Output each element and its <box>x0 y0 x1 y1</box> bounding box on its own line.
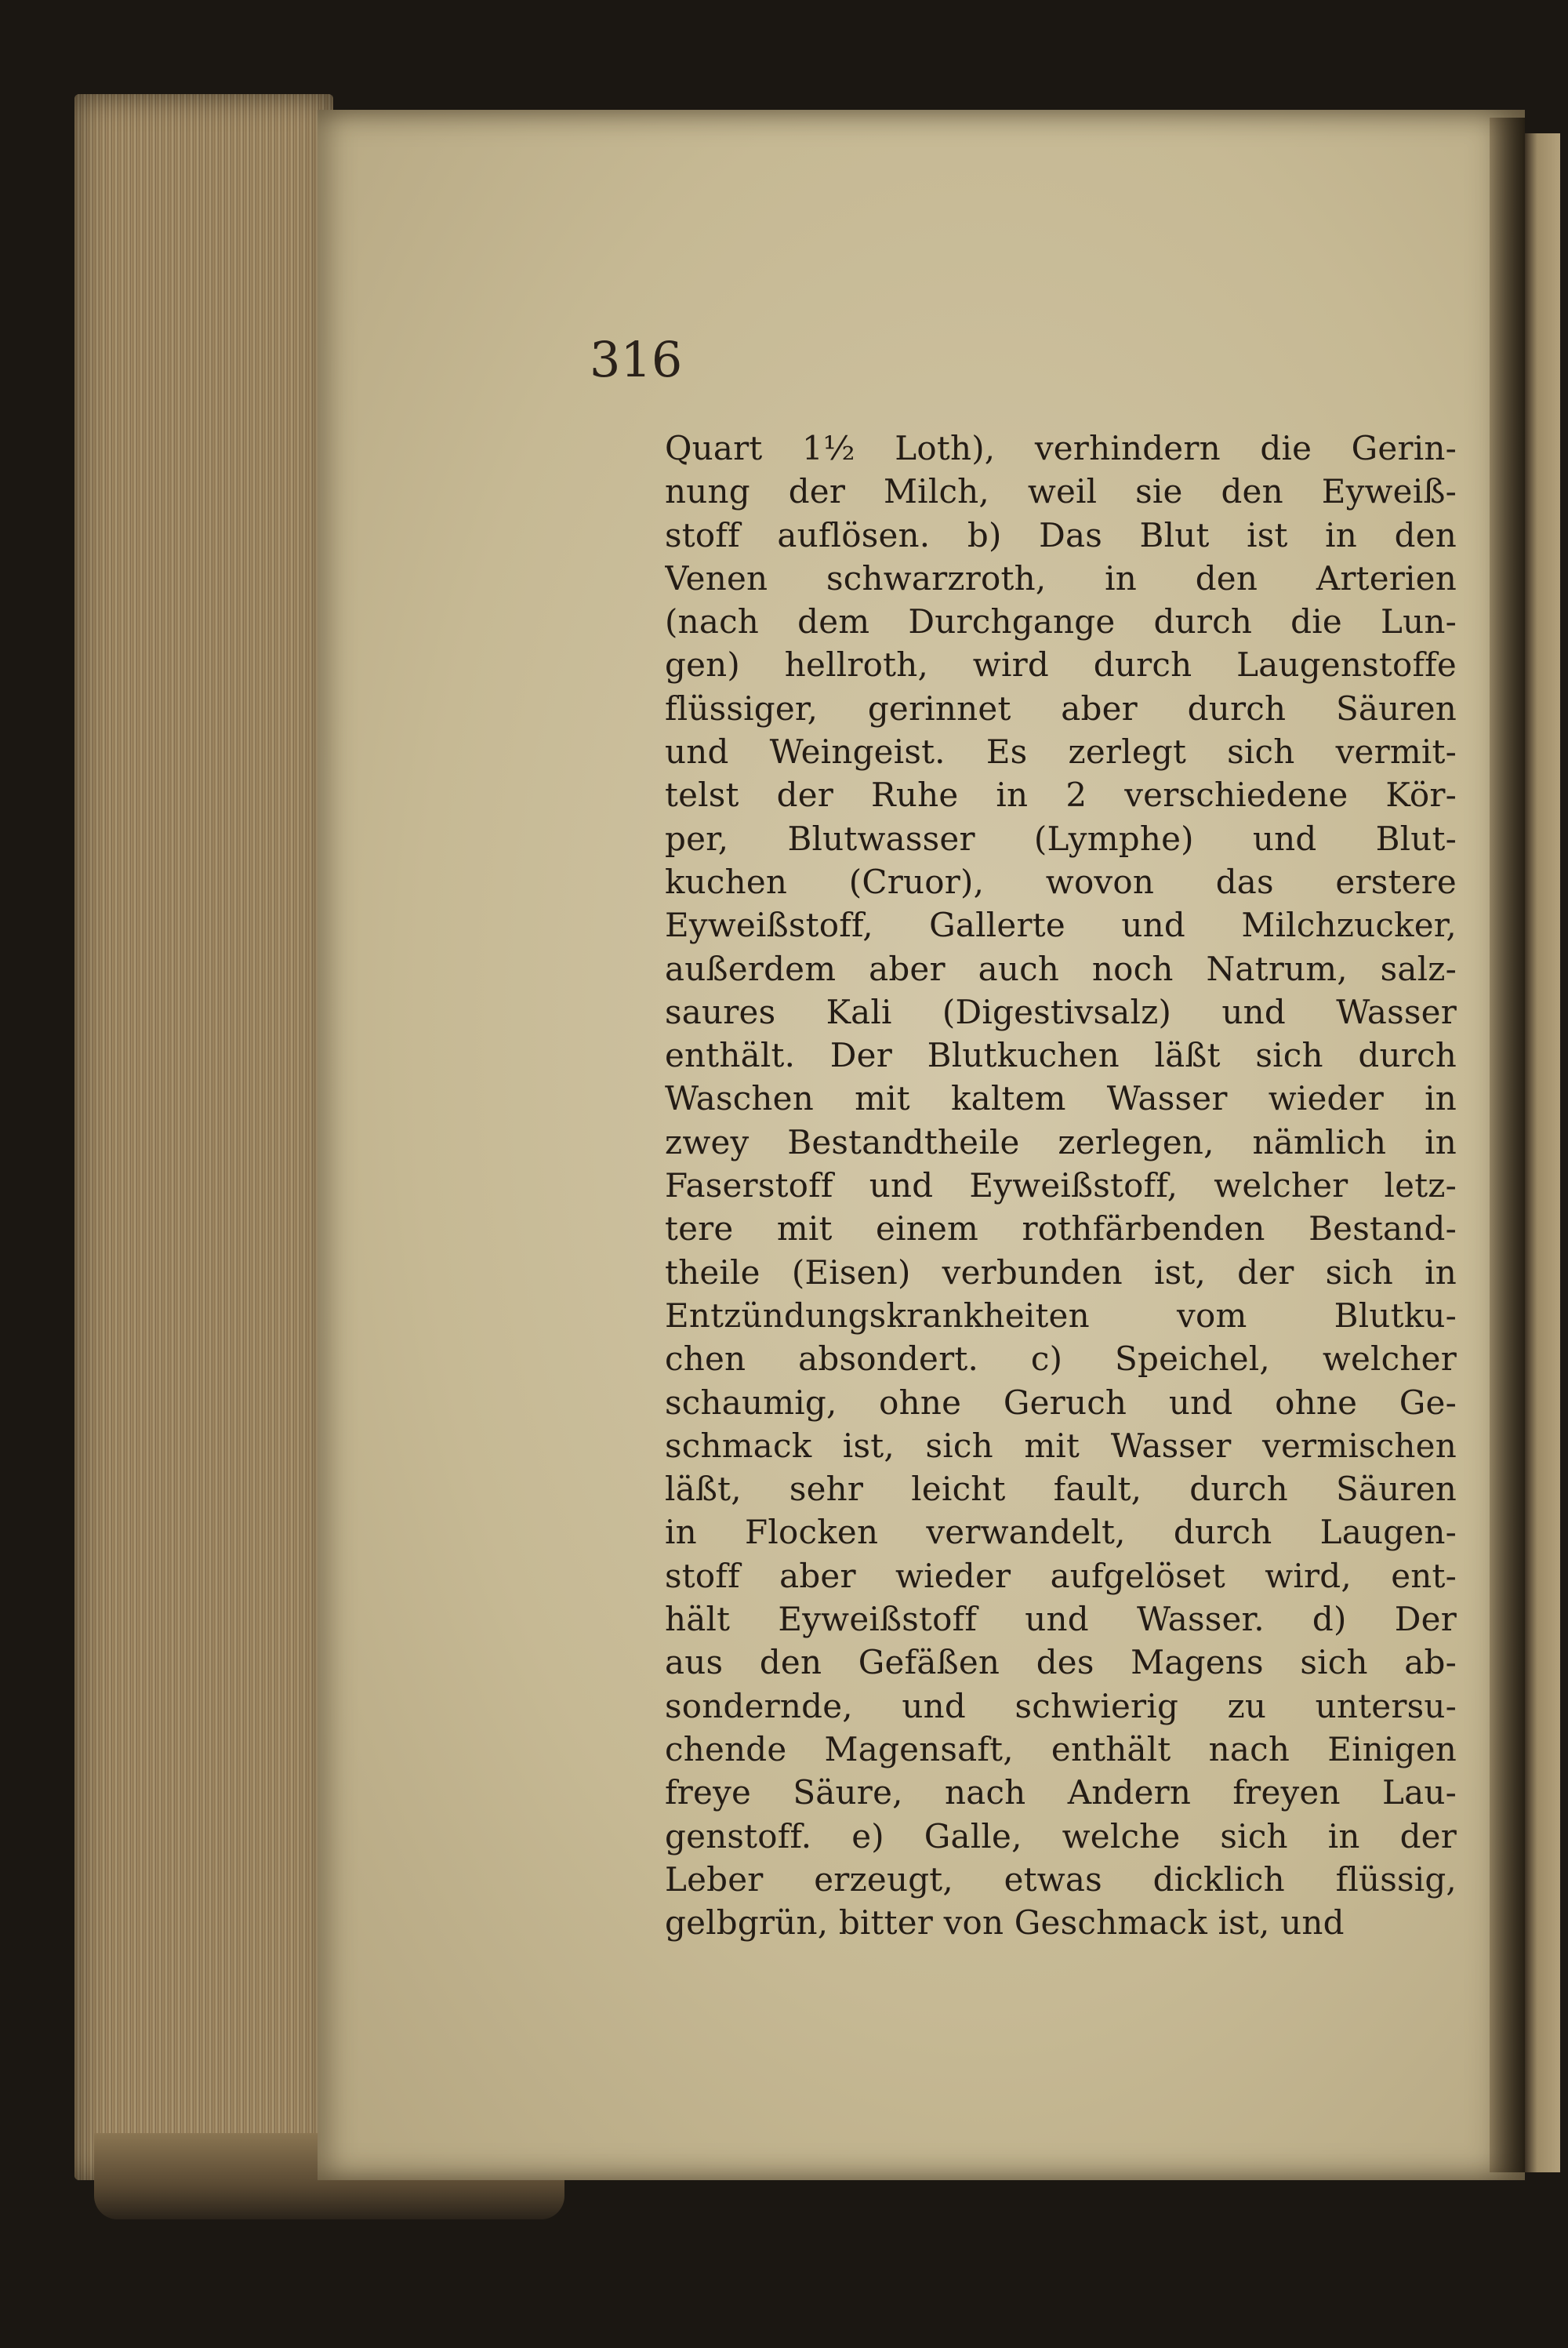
text-line: stoff aber wieder aufgelöset wird, ent- <box>665 1556 1457 1595</box>
text-line: genstoff. e) Galle, welche sich in der <box>665 1816 1457 1856</box>
text-line: Eyweißstoff, Gallerte und Milchzucker, <box>665 906 1457 945</box>
body-text <box>665 427 1457 1944</box>
text-line: Waschen mit kaltem Wasser wieder in <box>665 1079 1457 1118</box>
text-line: chen absondert. c) Speichel, welcher <box>665 1339 1457 1379</box>
facing-page-edge <box>1525 133 1560 2172</box>
text-line: Venen schwarzroth, in den Arterien <box>665 558 1457 598</box>
text-line: zwey Bestandtheile zerlegen, nämlich in <box>665 1122 1457 1161</box>
text-line: gen) hellroth, wird durch Laugenstoffe <box>665 645 1457 685</box>
text-line: tere mit einem rothfärbenden Bestand- <box>665 1209 1457 1249</box>
text-line: in Flocken verwandelt, durch Laugen- <box>665 1513 1457 1552</box>
text-line: theile (Eisen) verbunden ist, der sich in <box>665 1252 1457 1292</box>
text-line: aus den Gefäßen des Magens sich ab- <box>665 1643 1457 1682</box>
page-gutter <box>1490 118 1525 2172</box>
text-line: per, Blutwasser (Lymphe) und Blut- <box>665 819 1457 858</box>
text-line: Leber erzeugt, etwas dicklich flüssig, <box>665 1859 1457 1899</box>
text-line: schmack ist, sich mit Wasser vermischen <box>665 1426 1457 1465</box>
text-line: telst der Ruhe in 2 verschiedene Kör- <box>665 776 1457 815</box>
page-number: 316 <box>590 331 683 388</box>
text-line: Faserstoff und Eyweißstoff, welcher letz- <box>665 1166 1457 1205</box>
text-line: gelbgrün, bitter von Geschmack ist, und <box>665 1903 1345 1943</box>
text-line: stoff auflösen. b) Das Blut ist in den <box>665 515 1457 554</box>
text-line: kuchen (Cruor), wovon das erstere <box>665 862 1457 901</box>
text-line: und Weingeist. Es zerlegt sich vermit- <box>665 732 1457 772</box>
text-line: außerdem aber auch noch Natrum, salz- <box>665 949 1457 988</box>
text-line: saures Kali (Digestivsalz) und Wasser <box>665 992 1457 1031</box>
text-line: (nach dem Durchgange durch die Lun- <box>665 602 1457 642</box>
text-line: sondernde, und schwierig zu untersu- <box>665 1686 1457 1725</box>
text-line: schaumig, ohne Geruch und ohne Ge- <box>665 1383 1457 1422</box>
text-line: hält Eyweißstoff und Wasser. d) Der <box>665 1600 1457 1639</box>
text-line: Entzündungskrankheiten vom Blutku- <box>665 1296 1457 1335</box>
text-line: enthält. Der Blutkuchen läßt sich durch <box>665 1036 1457 1075</box>
text-line: Quart 1½ Loth), verhindern die Gerin- <box>665 429 1457 467</box>
text-line: läßt, sehr leicht fault, durch Säuren <box>665 1470 1457 1509</box>
text-line: nung der Milch, weil sie den Eyweiß- <box>665 472 1457 511</box>
book-fore-edge <box>74 94 333 2180</box>
text-line: freye Säure, nach Andern freyen Lau- <box>665 1773 1457 1812</box>
text-line: chende Magensaft, enthält nach Einigen <box>665 1729 1457 1768</box>
text-line: flüssiger, gerinnet aber durch Säuren <box>665 689 1457 728</box>
